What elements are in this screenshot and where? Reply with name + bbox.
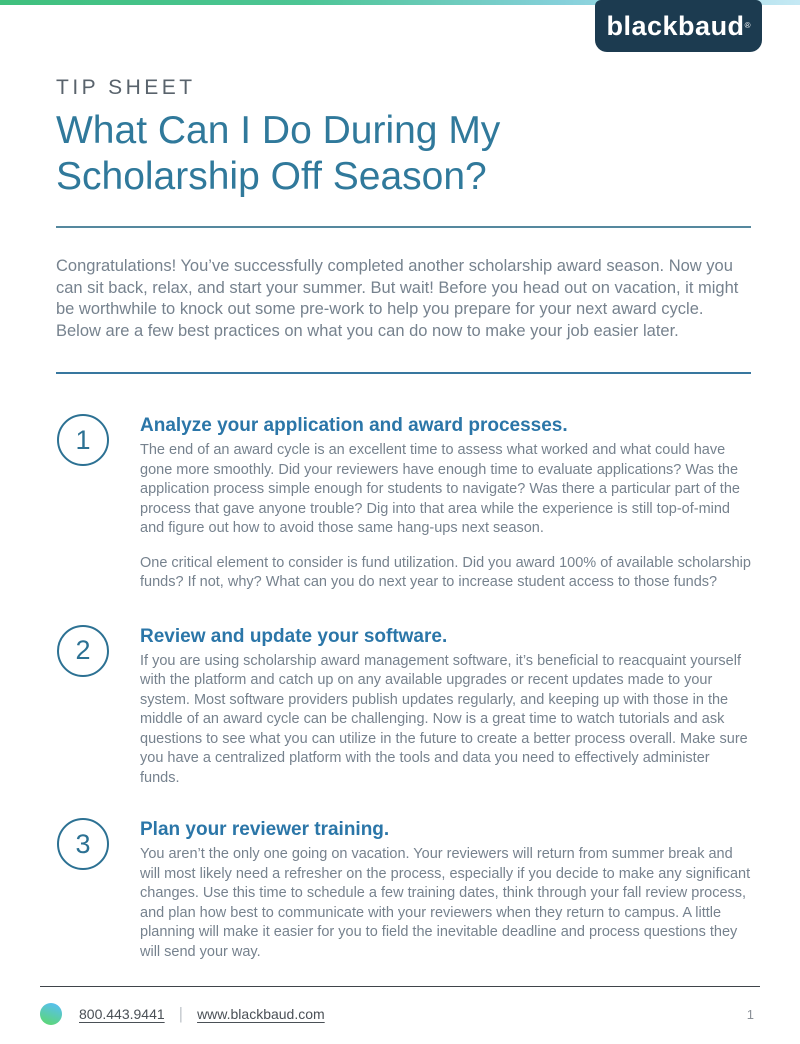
footer-divider: [40, 986, 760, 987]
section-paragraph: You aren’t the only one going on vacation. Your reviewers will return from summer break and will most likely need a refresher on the process, especially if you decide to make any significant changes. Use this time to schedule a few training dates, think through your fall review process, and plan how best to communicate with your reviewers when they return to campus. A little planning will make it easier for you to field the inevitable deadline and process questions they will send your way.: [140, 846, 751, 960]
section-number-column: [56, 625, 140, 789]
logo-text: blackbaud: [606, 10, 745, 41]
section-number-badge: [57, 625, 109, 677]
section-number: 3: [75, 828, 91, 859]
website-link[interactable]: www.blackbaud.com: [197, 1006, 325, 1022]
section-number: 1: [75, 424, 91, 455]
brand-dot-icon: [40, 1003, 62, 1025]
document-body: [56, 0, 751, 962]
section-number-badge: [57, 818, 109, 870]
phone-link[interactable]: 800.443.9441: [79, 1006, 165, 1022]
section-heading: Plan your reviewer training.: [140, 819, 390, 840]
section-paragraph: One critical element to consider is fund utilization. Did you award 100% of available scholarship funds? If not, why? What can you do next year to increase student access to those funds?: [140, 554, 751, 590]
section-paragraph: If you are using scholarship award management software, it’s beneficial to reacquaint yourself with the platform and catch up on any available upgrades or recent updates made to your system. Most software providers publish updates regularly, and keeping up with those in the middle of an award cycle can be challenging. Now is a great time to watch tutorials and ask questions to see what you can utilize in the future to create a better process overall. Make sure you have a centralized platform with the tools and data you need to effectively administer funds.: [140, 652, 748, 786]
section-content: [140, 818, 751, 962]
page-title-line-2: Scholarship Off Season?: [56, 155, 487, 198]
section-paragraph: The end of an award cycle is an excellent time to assess what worked and what could have gone more smoothly. Did your reviewers have enough time to evaluate applications? Was the application process simple enough for students to navigate? Was there a particular part of the process that gave anyone trouble? Dig into that area while the experience is still top-of-mind and figure out how to avoid those same hang-ups next season.: [140, 442, 740, 536]
section-number: 2: [75, 635, 91, 665]
intro-divider: [56, 372, 751, 374]
section-content: [140, 625, 751, 789]
doc-type-label: TIP SHEET: [56, 76, 196, 99]
section-number-badge: [57, 414, 109, 466]
page-title: [56, 108, 751, 200]
registered-mark-icon: ®: [744, 21, 751, 30]
section-number-column: [56, 414, 140, 593]
section-heading: Analyze your application and award processes.: [140, 415, 568, 436]
footer: [40, 1000, 760, 1028]
section-number-column: [56, 818, 140, 962]
intro-paragraph: Congratulations! You’ve successfully completed another scholarship award season. Now you can sit back, relax, and start your summer. But wait! Before you head out on vacation, it might be worthwhile to knock out some pre-work to help you prepare for your next award cycle. Below are a few best practices on what you can do now to make your job easier later.: [56, 257, 739, 340]
footer-separator: |: [178, 1004, 184, 1023]
section-reviewer-training: [56, 818, 751, 962]
page-title-line-1: What Can I Do During My: [56, 109, 501, 152]
page-number: 1: [746, 1006, 754, 1022]
tips-list: [56, 414, 751, 962]
title-divider: [56, 226, 751, 228]
section-update-software: [56, 625, 751, 789]
section-heading: Review and update your software.: [140, 625, 448, 647]
section-content: [140, 414, 751, 593]
section-analyze-processes: [56, 414, 751, 593]
